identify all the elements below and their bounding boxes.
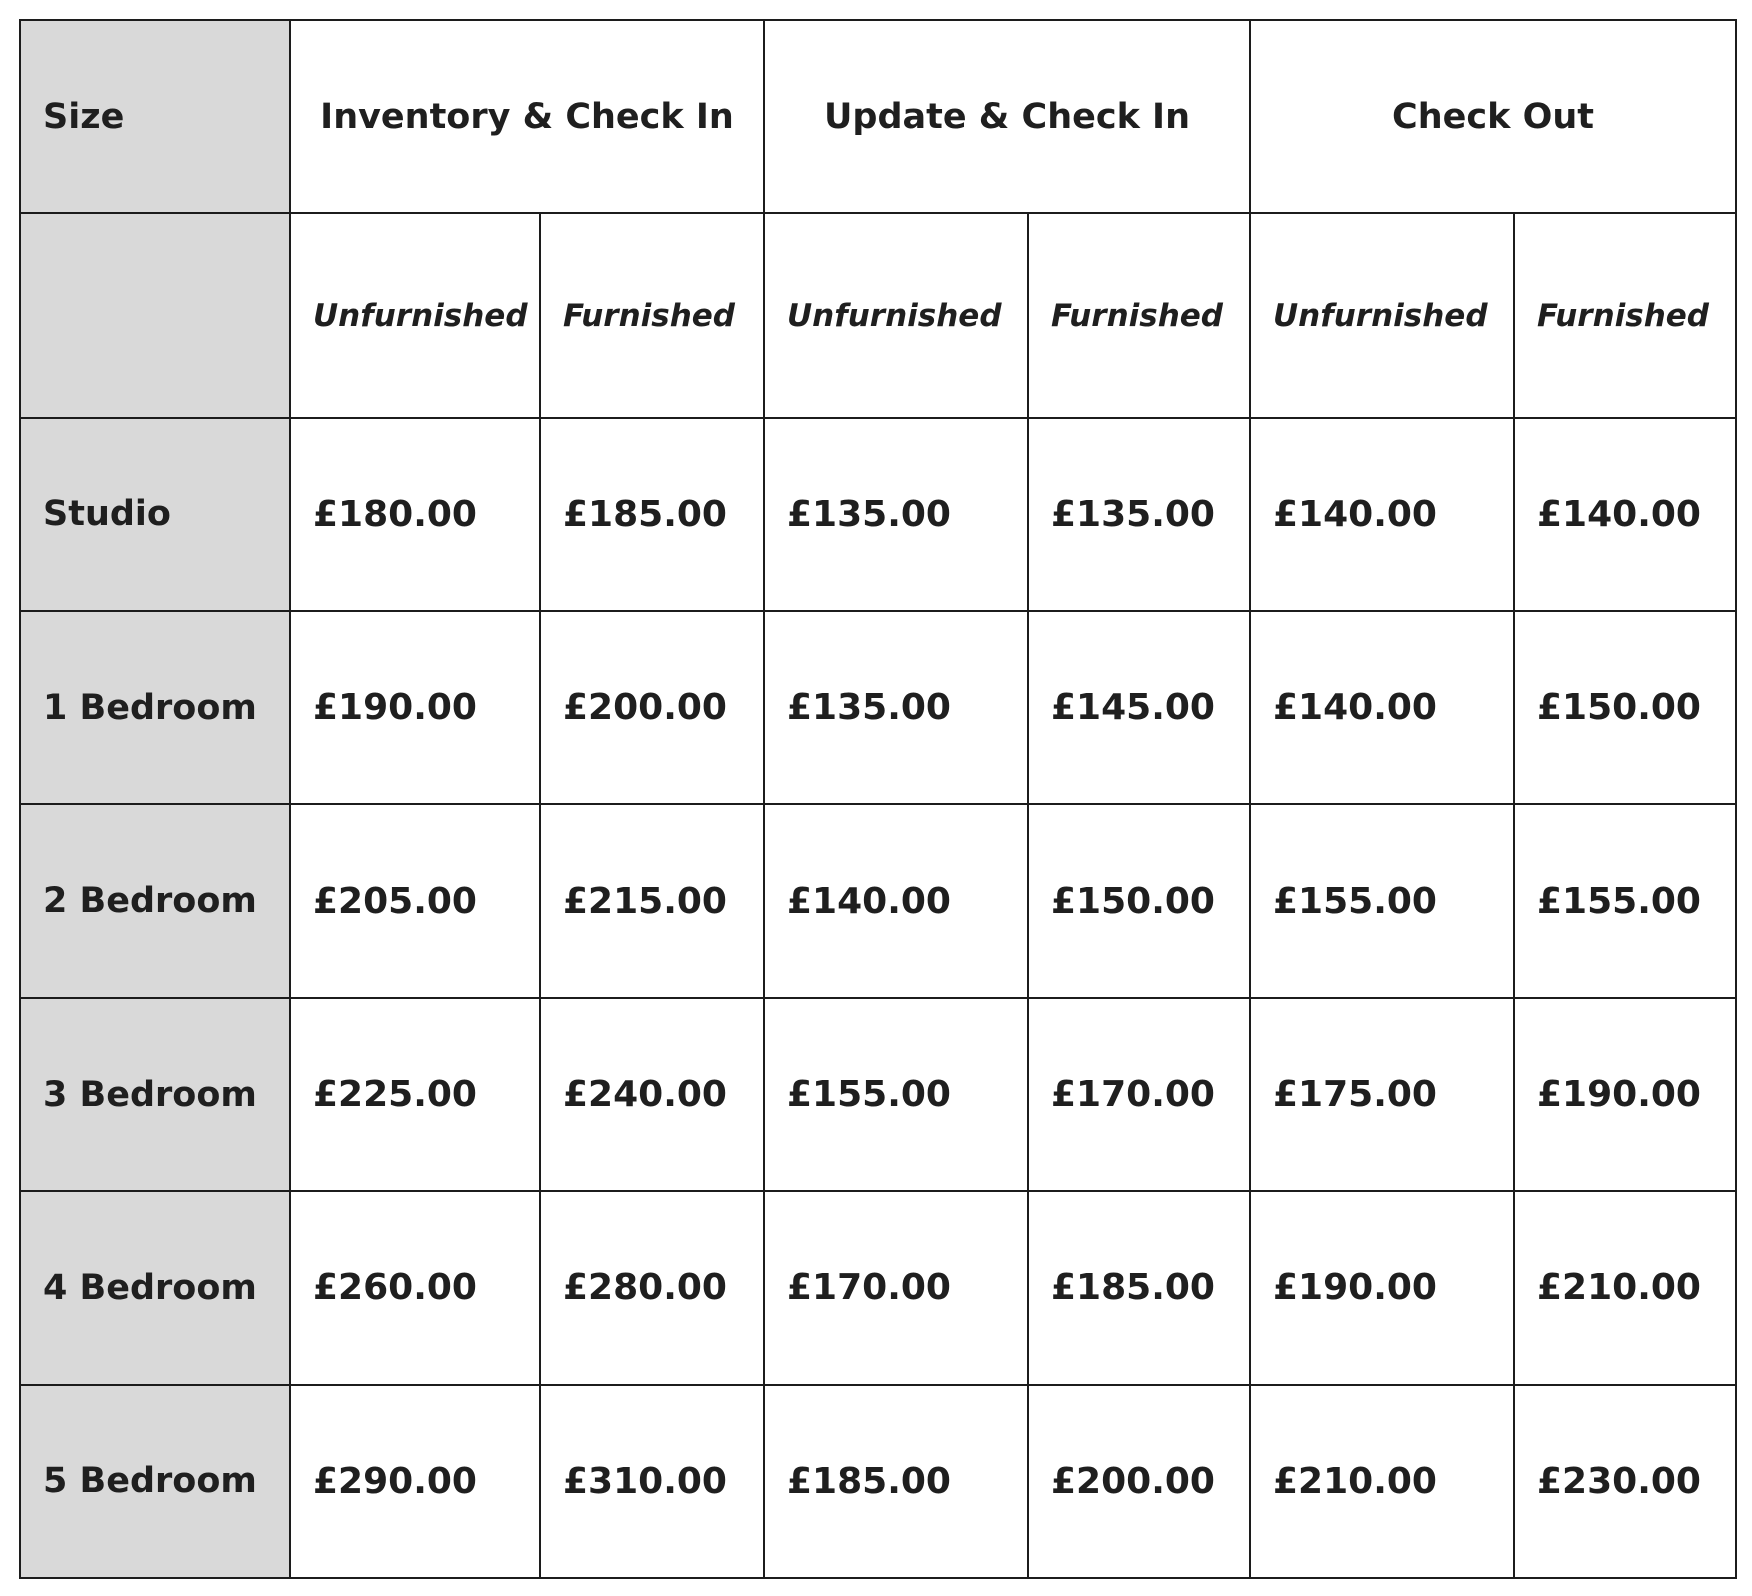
price-cell: £155.00 <box>764 998 1028 1191</box>
group-header-inventory-check-in: Inventory & Check In <box>290 20 764 213</box>
row-size-label: 1 Bedroom <box>20 611 290 804</box>
price-cell: £180.00 <box>290 418 540 611</box>
price-cell: £140.00 <box>1514 418 1736 611</box>
price-cell: £185.00 <box>764 1385 1028 1578</box>
subheader-unfurnished: Unfurnished <box>764 213 1028 417</box>
price-cell: £170.00 <box>764 1191 1028 1384</box>
group-header-update-check-in: Update & Check In <box>764 20 1250 213</box>
row-size-label: 3 Bedroom <box>20 998 290 1191</box>
price-cell: £155.00 <box>1250 804 1514 997</box>
price-cell: £135.00 <box>764 611 1028 804</box>
price-cell: £200.00 <box>540 611 764 804</box>
price-cell: £215.00 <box>540 804 764 997</box>
row-size-label: Studio <box>20 418 290 611</box>
subheader-furnished: Furnished <box>1514 213 1736 417</box>
table-row <box>20 418 1736 611</box>
price-cell: £210.00 <box>1250 1385 1514 1578</box>
price-cell: £225.00 <box>290 998 540 1191</box>
price-cell: £150.00 <box>1028 804 1250 997</box>
price-cell: £150.00 <box>1514 611 1736 804</box>
subheader-furnished: Furnished <box>540 213 764 417</box>
subheader-unfurnished: Unfurnished <box>290 213 540 417</box>
price-cell: £290.00 <box>290 1385 540 1578</box>
row-size-label: 4 Bedroom <box>20 1191 290 1384</box>
table-row <box>20 1385 1736 1578</box>
price-cell: £280.00 <box>540 1191 764 1384</box>
table-row <box>20 998 1736 1191</box>
pricing-table <box>19 19 1737 1579</box>
table-row <box>20 804 1736 997</box>
price-cell: £190.00 <box>1514 998 1736 1191</box>
price-cell: £310.00 <box>540 1385 764 1578</box>
price-cell: £140.00 <box>1250 611 1514 804</box>
price-cell: £145.00 <box>1028 611 1250 804</box>
price-cell: £205.00 <box>290 804 540 997</box>
price-cell: £175.00 <box>1250 998 1514 1191</box>
price-cell: £185.00 <box>540 418 764 611</box>
price-cell: £170.00 <box>1028 998 1250 1191</box>
price-cell: £190.00 <box>1250 1191 1514 1384</box>
empty-size-cell <box>20 213 290 417</box>
price-cell: £185.00 <box>1028 1191 1250 1384</box>
row-size-label: 2 Bedroom <box>20 804 290 997</box>
price-cell: £240.00 <box>540 998 764 1191</box>
price-cell: £140.00 <box>1250 418 1514 611</box>
table-row <box>20 1191 1736 1384</box>
furnish-header-row <box>20 213 1736 417</box>
price-cell: £135.00 <box>764 418 1028 611</box>
price-cell: £260.00 <box>290 1191 540 1384</box>
price-cell: £200.00 <box>1028 1385 1250 1578</box>
size-header: Size <box>20 20 290 213</box>
price-cell: £190.00 <box>290 611 540 804</box>
group-header-row <box>20 20 1736 213</box>
price-cell: £230.00 <box>1514 1385 1736 1578</box>
subheader-unfurnished: Unfurnished <box>1250 213 1514 417</box>
price-cell: £135.00 <box>1028 418 1250 611</box>
group-header-check-out: Check Out <box>1250 20 1736 213</box>
price-cell: £155.00 <box>1514 804 1736 997</box>
price-cell: £210.00 <box>1514 1191 1736 1384</box>
price-cell: £140.00 <box>764 804 1028 997</box>
table-row <box>20 611 1736 804</box>
row-size-label: 5 Bedroom <box>20 1385 290 1578</box>
subheader-furnished: Furnished <box>1028 213 1250 417</box>
